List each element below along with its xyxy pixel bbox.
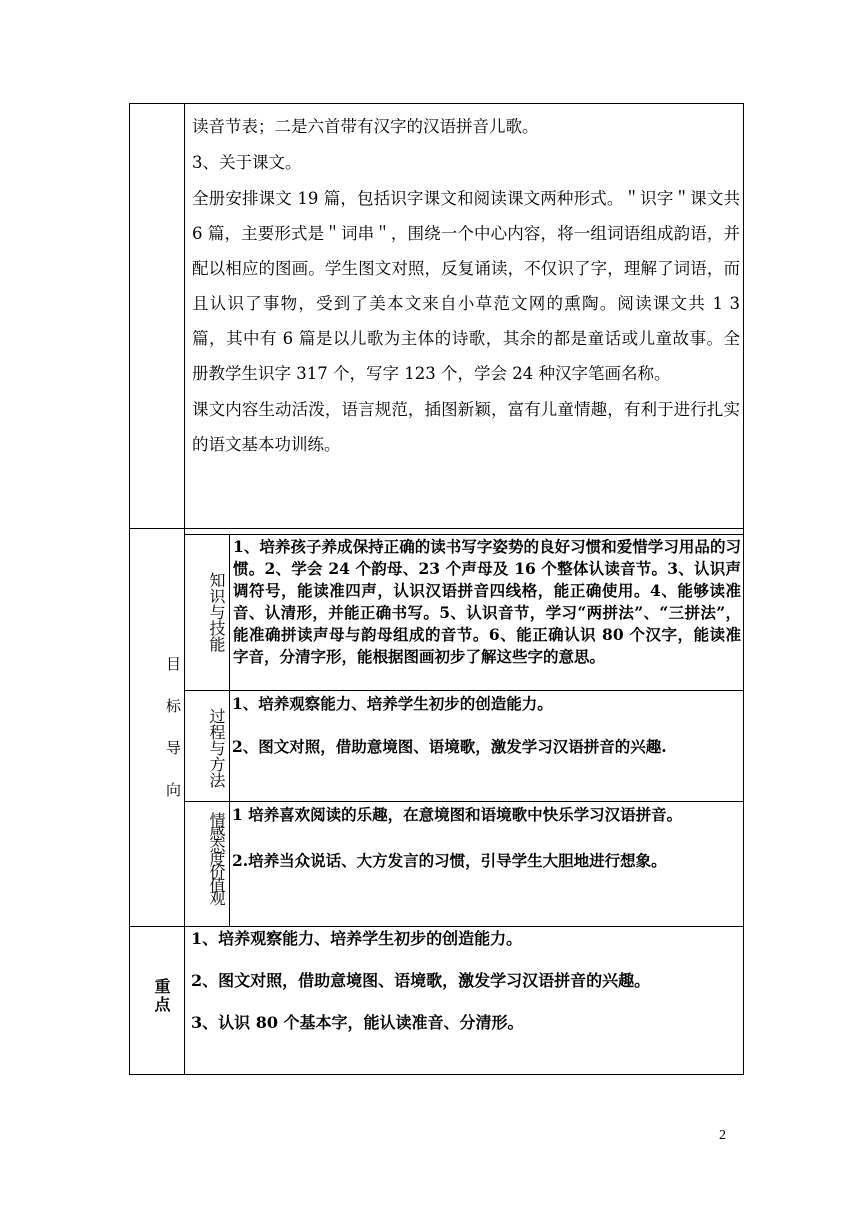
emotion-item-2: 2.培养当众说话、大方发言的习惯，引导学生大胆地进行想象。	[232, 851, 667, 870]
table-border-left	[129, 103, 130, 1075]
knowledge-label-text: 知识与技能	[207, 572, 226, 652]
goals-divider-process	[184, 690, 744, 691]
table-border-top	[129, 103, 744, 104]
overview-paragraph-4: 课文内容生动活泼，语言规范，插图新颖，富有儿童情趣，有利于进行扎实的语文基本功训练。	[192, 400, 740, 454]
goals-label-text: 目标导向	[164, 656, 182, 824]
overview-paragraph-2: 3、关于课文。	[192, 153, 302, 172]
overview-paragraph-1: 读音节表；二是六首带有汉字的汉语拼音儿歌。	[192, 117, 539, 136]
table-column-divider	[184, 103, 185, 1075]
keypoint-item-2: 2、图文对照，借助意境图、语境歌，激发学习汉语拼音的兴趣。	[191, 971, 651, 990]
knowledge-label	[207, 572, 226, 652]
goals-label	[150, 656, 182, 824]
emotion-label-text: 情感态度价值观	[207, 812, 226, 903]
knowledge-text: 1、培养孩子养成保持正确的读书写字姿势的良好习惯和爱惜学习用品的习惯。2、学会 24 个韵母、23 个声母及 16 个整体认读音节。3、认识声调符号，能读准四声，认识汉语拼音四线格，能正确使用。4、能够读准音、认清形，并能正确书写。5、认识音节，学习“两拼法”、“三拼法”，能准确拼读声母与韵母组成的音节。6、能正确认识 80 个汉字，能读准字音，分清字形，能根据图画初步了解这些字的意思。	[233, 537, 741, 666]
keypoint-item-1: 1、培养观察能力、培养学生初步的创造能力。	[191, 929, 523, 948]
keypoints-label	[150, 978, 170, 1014]
emotion-label	[207, 812, 226, 903]
table-border-right	[743, 103, 744, 1075]
emotion-item-1: 1 培养喜欢阅读的乐趣，在意境图和语境歌中快乐学习汉语拼音。	[232, 805, 683, 824]
goals-subcolumn-divider	[229, 534, 230, 926]
process-label-text: 过程与方法	[207, 708, 226, 788]
keypoint-item-3: 3、认识 80 个基本字，能认读准音、分清形。	[191, 1013, 524, 1032]
keypoints-list	[191, 928, 739, 1054]
overview-paragraph-3: 全册安排课文 19 篇，包括识字课文和阅读课文两种形式。＂识字＂课文共 6 篇，主要形式是＂词串＂，围绕一个中心内容，将一组词语组成韵语，并配以相应的图画。学生图文对照，反复诵读，不仅识了字，理解了词语，而且认识了事物，受到了美本文来自小草范文网的熏陶。阅读课文共 1 3 篇，其中有 6 篇是以儿歌为主体的诗歌，其余的都是童话或儿童故事。全册教学生识字 317 个，写字 123 个，学会 24 种汉字笔画名称。	[192, 189, 740, 383]
page-number: 2	[719, 1128, 726, 1143]
row-divider-keypoints	[129, 926, 744, 927]
goals-divider-emotion	[184, 801, 744, 802]
process-item-1: 1、培养观察能力、培养学生初步的创造能力。	[232, 694, 553, 713]
process-item-2: 2、图文对照，借助意境图、语境歌，激发学习汉语拼音的兴趣.	[232, 737, 667, 756]
lesson-overview	[192, 109, 740, 462]
goals-top-inner	[184, 534, 744, 535]
keypoints-label-text: 重点	[152, 978, 171, 1014]
row-divider-goals	[129, 528, 744, 529]
table-border-bottom	[129, 1074, 744, 1075]
process-label	[207, 708, 226, 788]
